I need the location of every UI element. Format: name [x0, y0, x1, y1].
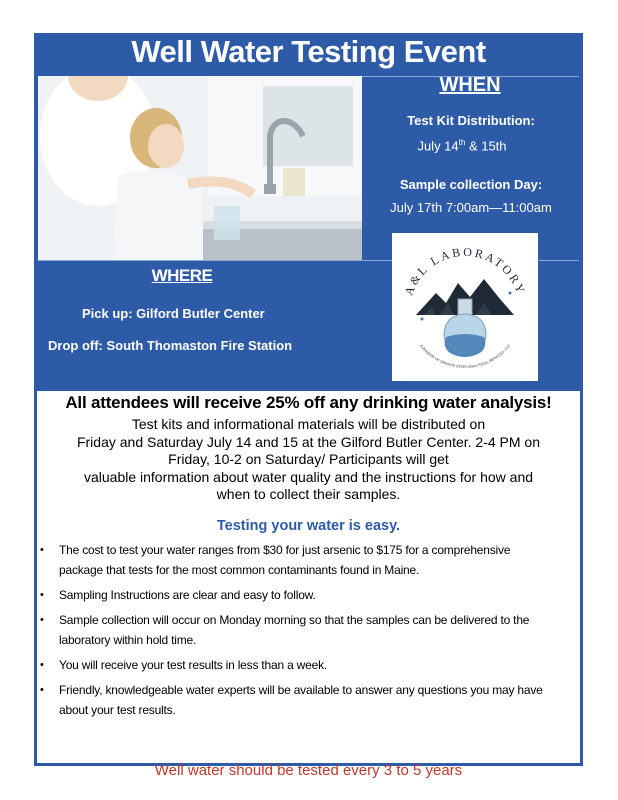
description-line: Friday, 10-2 on Saturday/ Participants will get	[168, 451, 449, 468]
photo-illustration	[38, 76, 362, 260]
list-item: • You will receive your test results in less than a week.	[40, 655, 550, 675]
discount-headline: All attendees will receive 25% off any drinking water analysis!	[65, 393, 552, 412]
pickup-location: Pick up: Gilford Butler Center	[82, 306, 265, 321]
lab-logo-graphic	[392, 233, 538, 381]
svg-text:A&L LABORATORY	[401, 245, 528, 298]
lab-logo	[392, 233, 538, 381]
description-line: Test kits and informational materials will be distributed on	[131, 416, 486, 432]
benefits-list	[40, 540, 550, 725]
list-item: • Friendly, knowledgeable water experts will be available to answer any questions you may have about your test results.	[40, 680, 550, 720]
list-item: • The cost to test your water ranges from $30 for just arsenic to $175 for a comprehensive package that tests for the most common contaminants found in Maine.	[40, 540, 550, 580]
when-heading: WHEN	[439, 74, 501, 96]
logo-text: A&L LABORATORY	[401, 244, 529, 298]
sample-day-date: July 17th 7:00am—11:00am	[390, 200, 552, 215]
description-line: valuable information about water quality and the instructions for how and	[83, 468, 534, 485]
logo-subtext: A DIVISION OF GRANITE STATE ANALYTICAL SERVICES, LLC	[418, 343, 512, 370]
sample-day-label: Sample collection Day:	[399, 177, 543, 192]
description-line: when to collect their samples.	[216, 486, 401, 503]
flyer-title: Well Water Testing Event	[131, 34, 486, 69]
footer-reminder: Well water should be tested every 3 to 5 years	[154, 762, 463, 779]
kitchen-sink-photo	[38, 76, 362, 260]
where-heading: WHERE	[151, 266, 213, 285]
kit-date-sup: th	[458, 138, 466, 147]
event-description	[44, 416, 573, 504]
kit-distribution-dates	[372, 138, 552, 153]
easy-testing-subheading: Testing your water is easy.	[216, 518, 401, 534]
description-line: Friday and Saturday July 14 and 15 at the Gilford Butler Center. 2-4 PM on	[76, 433, 541, 450]
kit-date-mid: & 15th	[465, 138, 507, 154]
dropoff-location: Drop off: South Thomaston Fire Station	[48, 338, 293, 353]
list-item: • Sample collection will occur on Monday morning so that the samples can be delivered to the laboratory within hold time.	[40, 610, 550, 650]
kit-distribution-label: Test Kit Distribution:	[407, 113, 535, 128]
kit-date-prefix: July 14	[417, 138, 459, 154]
list-item: • Sampling Instructions are clear and easy to follow.	[40, 585, 550, 605]
